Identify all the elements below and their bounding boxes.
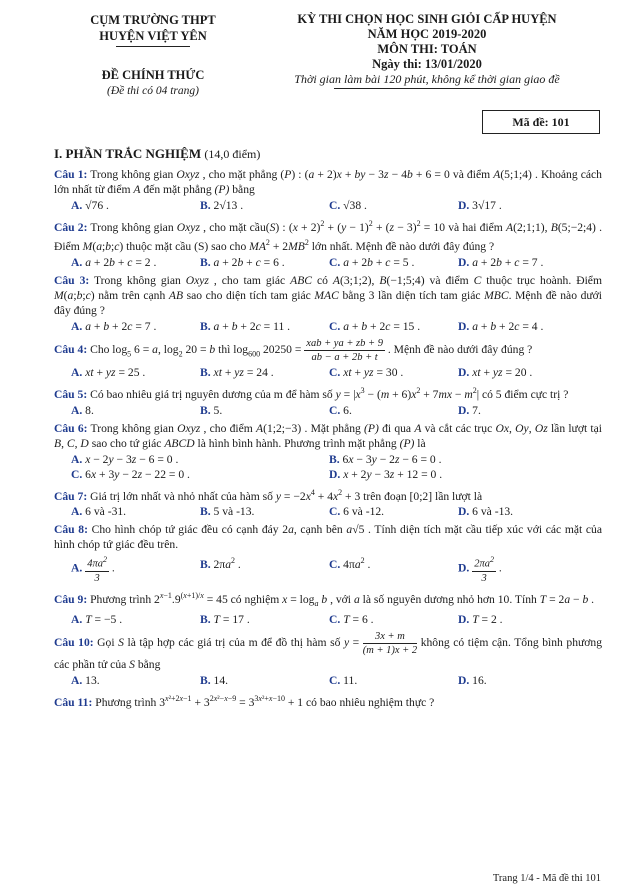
answer-option[interactable]: A. x − 2y − 3z − 6 = 0 . [71,452,179,466]
answer-option[interactable]: A. 13. [71,674,100,688]
question-8: Câu 8: Cho hình chóp tứ giác đều có cạnh đáy 2a, cạnh bên a√5 . Tính diện tích mặt cầu tiếp xúc với các mặt của hình chóp tứ giác đều trên. [54,523,602,552]
answer-option[interactable]: B. a + 2b + c = 6 . [200,255,285,269]
school-header [58,12,248,99]
exam-body [54,146,602,710]
answer-option[interactable]: A. T = −5 . [71,613,123,627]
answer-option[interactable]: B. 6x − 3y − 2z − 6 = 0 . [329,452,442,466]
answer-option[interactable]: C. 11. [329,674,358,688]
subject: MÔN THI: TOÁN [377,42,477,56]
answer-option[interactable]: B. a + b + 2c = 11 . [200,319,291,333]
question-6: Câu 6: Trong không gian Oxyz , cho điểm A(1;2;−3) . Mặt phẳng (P) đi qua A và cắt các trục Ox, Oy, Oz lần lượt tại B, C, D sao cho tứ giác ABCD là hình bình hành. Phương trình mặt phẳng (P) là [54,421,603,450]
question-1: Câu 1: Trong không gian Oxyz , cho mặt phẳng (P) : (a + 2)x + by − 3z − 4b + 6 = 0 và điểm A(5;1;4) . Khoảng cách lớn nhất từ điểm A đến mặt phẳng (P) bằng [54,168,602,196]
answer-option[interactable]: C. 6x + 3y − 2z − 22 = 0 . [71,467,190,481]
answer-option[interactable]: D. xt + yz = 20 . [458,365,533,379]
answer-option[interactable]: A. a + 2b + c = 2 . [71,255,157,269]
answer-option[interactable]: B. 5 và -13. [200,505,255,519]
answer-option[interactable]: A. 8. [71,403,94,417]
answers-9 [54,612,602,627]
answer-option[interactable]: B. xt + yz = 24 . [200,365,274,379]
header-underline-right [334,88,520,89]
answer-option[interactable]: B. $2\pi a^2$ . [200,556,241,572]
answer-option[interactable]: D. a + b + 2c = 4 . [458,319,544,333]
answer-option[interactable]: B. 2√13 . [200,199,244,212]
answer-option[interactable]: B. 14. [200,674,229,688]
question-2: Câu 2: Trong không gian Oxyz , cho mặt cầu(S) : $(x + 2)^2 + (y - 1)^2 + (z - 3)^2 = 10$ và hai điểm A(2;1;1), B(5;−2;4) . Điểm M(a;b;c) thuộc mặt cầu (S) sao cho $MA^2 + 2MB^2$ lớn nhất. Mệnh đề nào dưới đây đúng ? [54,219,602,253]
district-name: HUYỆN VIỆT YÊN [99,29,207,43]
answer-option[interactable]: D. 3√17 . [458,199,502,212]
answers-2 [54,255,602,270]
answer-option[interactable]: A. $\frac{4\pi a^2}{3}$ . [71,555,115,584]
answer-option[interactable]: C. a + 2b + c = 5 . [329,255,415,269]
header-underline [116,46,190,47]
question-9: Câu 9: Phương trình $2^{x-1}.9^{(x+1)/x} = 45$ có nghiệm $x = \log_a b$ , với a là số nguyên dương nhỏ hơn 10. Tính T = 2a − b . [54,590,595,609]
answers-10 [54,673,602,688]
question-10: Câu 10: Gọi S là tập hợp các giá trị của m để đồ thị hàm số y = $\frac{3x + m}{(m + 1)x + 2}$ không có tiệm cận. Tổng bình phương các phần tử của S bằng [54,631,602,672]
answer-option[interactable]: D. 7. [458,403,481,417]
answer-option[interactable]: A. xt + yz = 25 . [71,365,146,379]
answer-option[interactable]: C. xt + yz = 30 . [329,365,404,379]
answer-option[interactable]: D. T = 2 . [458,613,503,627]
exam-date: Ngày thi: 13/01/2020 [372,57,482,71]
official-label: ĐỀ CHÍNH THỨC [101,68,205,82]
answer-option[interactable]: C. √38 . [329,199,367,212]
answer-option[interactable]: D. 16. [458,674,487,688]
question-3: Câu 3: Trong không gian Oxyz , cho tam giác ABC có A(3;1;2), B(−1;5;4) và điểm C thuộc trục hoành. Điểm M(a;b;c) nằm trên cạnh AB sao cho diện tích tam giác MAC bằng 3 lần diện tích tam giác MBC. Mệnh đề nào dưới đây đúng ? [54,273,603,317]
answer-option[interactable]: C. a + b + 2c = 15 . [329,319,421,333]
answer-option[interactable]: B. T = 17 . [200,613,250,627]
question-7: Câu 7: Giá trị lớn nhất và nhỏ nhất của hàm số $y = -2x^4 + 4x^2 + 3$ trên đoạn [0;2] lần lượt là [54,487,483,503]
answers-4 [54,365,602,380]
answers-1 [54,198,602,213]
answers-6 [54,452,602,482]
answer-option[interactable]: C. 6 và -12. [329,505,385,519]
answer-option[interactable]: D. 6 và -13. [458,505,514,519]
answers-5 [54,403,602,418]
exam-code-box: Mã đề: 101 [482,110,600,134]
answer-option[interactable]: C. $4\pi a^2$ . [329,556,371,572]
question-11: Câu 11: Phương trình $3^{x^2+2x-1} + 3^{2x^2-x-9} = 3^{3x^2+x-10} + 1$ có bao nhiêu nghiệm thực ? [54,694,435,709]
answer-option[interactable]: A. √76 . [71,199,109,212]
answer-option[interactable]: C. 6. [329,403,352,417]
answer-option[interactable]: A. 6 và -31. [71,505,127,519]
time-limit: Thời gian làm bài 120 phút, không kể thời gian giao đề [294,72,560,86]
page-footer: Trang 1/4 - Mã đề thi 101 [492,873,601,884]
fraction: $\frac{\text{xab + ya + zb + 9}}{ab - a + 2b + t}$ [306,337,383,363]
exam-header [252,12,602,89]
fraction: $\frac{3x + m}{(m + 1)x + 2}$ [362,631,418,657]
answer-option[interactable]: B. 5. [200,403,223,417]
school-cluster: CỤM TRƯỜNG THPT [90,13,216,27]
answer-option[interactable]: C. T = 6 . [329,613,374,627]
answers-8 [54,553,602,585]
answer-option[interactable]: D. a + 2b + c = 7 . [458,255,544,269]
answer-option[interactable]: D. x + 2y − 3z + 12 = 0 . [329,467,443,481]
answers-3 [54,319,602,334]
section-title: I. PHẦN TRẮC NGHIỆM (14,0 điểm) [54,146,261,161]
page-count-note: (Đề thi có 04 trang) [107,85,199,97]
answers-7 [54,504,602,519]
answer-option[interactable]: D. $\frac{2\pi a^2}{3}$ . [458,555,502,584]
exam-title: KỲ THI CHỌN HỌC SINH GIỎI CẤP HUYỆN [297,12,557,26]
question-4: Câu 4: Cho $\log_5 6 = a$, $\log_2 20 = b$ thì $\log_{600} 20250$ = $\frac{\text{xab + ya + zb + 9}}{ab - a + 2b + t}$ . Mệnh đề nào dưới đây đúng ? [54,337,533,363]
school-year: NĂM HỌC 2019-2020 [367,27,487,41]
answer-option[interactable]: A. a + b + 2c = 7 . [71,319,157,333]
question-5: Câu 5: Có bao nhiêu giá trị nguyên dương của m để hàm số $y = |x^3 - (m + 6)x^2 + 7mx - m^2|$ có 5 điểm cực trị ? [54,385,569,401]
